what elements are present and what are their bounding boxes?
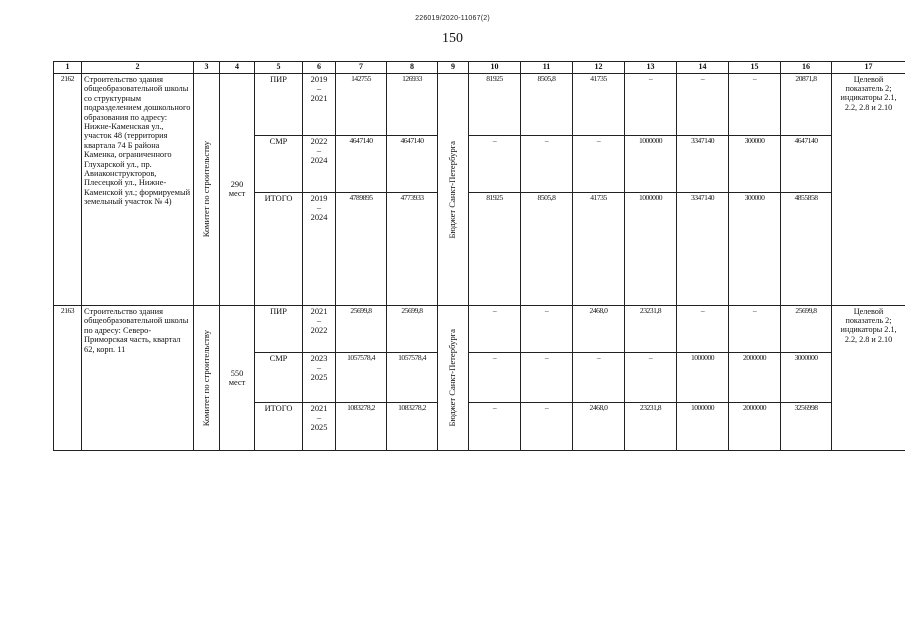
col-header: 17 [832,62,905,74]
period-cell [303,192,336,305]
cell-13: 23231,8 [625,305,677,352]
customer-cell [194,73,220,305]
target-indicator-note: Целевой показатель 2; индикаторы 2.1, 2.2, 2.8 и 2.10 [832,73,905,305]
period-start: 2021 [310,403,328,413]
cell-14: 3347140 [677,135,729,192]
budget-cell [438,305,469,450]
customer-label: Комитет по строительству [200,329,211,427]
row-id: 2162 [54,73,82,305]
capacity-cell: 290 мест [220,73,255,305]
period-cell [303,305,336,352]
col-header: 2 [82,62,194,74]
period-end: 2025 [310,422,328,432]
target-indicator-note: Целевой показатель 2; индикаторы 2.1, 2.2, 2.8 и 2.10 [832,305,905,450]
cell-15: 300000 [729,192,781,305]
cell-10: – [469,352,521,402]
period-start: 2019 [310,74,328,84]
col-header: 11 [521,62,573,74]
cell-7: 142755 [336,73,387,135]
page-number: 150 [442,31,463,46]
stage-type: ПИР [255,73,303,135]
cell-13: 1000000 [625,192,677,305]
budget-cell [438,73,469,305]
customer-label: Комитет по строительству [200,141,211,238]
col-header: 15 [729,62,781,74]
cell-10: – [469,402,521,450]
col-header: 14 [677,62,729,74]
period-cell [303,402,336,450]
col-header: 9 [438,62,469,74]
object-description: Строительство здания общеобразовательной школы со структурным подразделением дошкольного образования по адресу: Нижне-Каменская ул., участок 48 (территория квартала 74 Б района Каменка, ограниченного Глухарской ул., пр. Авиаконструкторов, Плесецкой ул., Нижне-Каменской ул.; формируемый земельный участок № 4) [82,73,194,305]
cell-11: – [521,305,573,352]
cell-8: 1057578,4 [387,352,438,402]
stage-type: ПИР [255,305,303,352]
cell-7: 4647140 [336,135,387,192]
col-header: 7 [336,62,387,74]
cell-15: – [729,73,781,135]
cell-14: 3347140 [677,192,729,305]
cell-15: 300000 [729,135,781,192]
col-header: 3 [194,62,220,74]
cell-13: 1000000 [625,135,677,192]
period-cell [303,73,336,135]
cell-14: 1000000 [677,352,729,402]
header-row [54,62,905,74]
cell-12: 41735 [573,192,625,305]
cell-14: – [677,73,729,135]
period-start: 2023 [310,353,328,363]
col-header: 12 [573,62,625,74]
row-id: 2163 [54,305,82,450]
stage-type: СМР [255,352,303,402]
cell-14: 1000000 [677,402,729,450]
col-header: 4 [220,62,255,74]
stage-type: ИТОГО [255,192,303,305]
cell-11: 8505,8 [521,192,573,305]
budget-label: Бюджет Санкт-Петербурга [447,329,458,427]
col-header: 13 [625,62,677,74]
period-dash: – [316,413,322,423]
period-cell [303,135,336,192]
cell-11: – [521,402,573,450]
cell-8: 25699,8 [387,305,438,352]
cell-16: 3000000 [781,352,832,402]
cell-8: 1083278,2 [387,402,438,450]
period-dash: – [316,146,322,156]
cell-13: 23231,8 [625,402,677,450]
cell-14: – [677,305,729,352]
period-end: 2024 [310,155,328,165]
cell-7: 1057578,4 [336,352,387,402]
object-description: Строительство здания общеобразовательной школы по адресу: Северо-Приморская часть, квартал 62, корп. 11 [82,305,194,450]
document-id: 226019/2020-11067(2) [415,15,490,22]
cell-8: 126933 [387,73,438,135]
cell-15: 2000000 [729,352,781,402]
period-start: 2022 [310,136,328,146]
col-header: 6 [303,62,336,74]
table-row [54,305,905,352]
cell-7: 1083278,2 [336,402,387,450]
cell-11: 8505,8 [521,73,573,135]
capacity-cell: 550 мест [220,305,255,450]
period-end: 2021 [310,93,328,103]
stage-type: СМР [255,135,303,192]
customer-cell [194,305,220,450]
period-end: 2025 [310,372,328,382]
period-start: 2019 [310,193,328,203]
cell-13: – [625,352,677,402]
cell-15: – [729,305,781,352]
cell-16: 25699,8 [781,305,832,352]
col-header: 8 [387,62,438,74]
period-dash: – [316,84,322,94]
col-header: 10 [469,62,521,74]
period-end: 2024 [310,212,328,222]
period-start: 2021 [310,306,328,316]
period-cell [303,352,336,402]
cell-11: – [521,352,573,402]
budget-table [53,61,905,451]
stage-type: ИТОГО [255,402,303,450]
cell-12: 2468,0 [573,305,625,352]
cell-8: 4773933 [387,192,438,305]
cell-12: – [573,352,625,402]
budget-label: Бюджет Санкт-Петербурга [447,140,458,239]
col-header: 5 [255,62,303,74]
cell-8: 4647140 [387,135,438,192]
period-dash: – [316,203,322,213]
cell-15: 2000000 [729,402,781,450]
col-header: 16 [781,62,832,74]
cell-16: 4647140 [781,135,832,192]
cell-16: 3256998 [781,402,832,450]
cell-11: – [521,135,573,192]
cell-7: 25699,8 [336,305,387,352]
cell-12: – [573,135,625,192]
cell-10: 81925 [469,73,521,135]
cell-16: 4855858 [781,192,832,305]
cell-10: – [469,305,521,352]
cell-10: – [469,135,521,192]
period-dash: – [316,316,322,326]
cell-13: – [625,73,677,135]
col-header: 1 [54,62,82,74]
cell-10: 81925 [469,192,521,305]
cell-7: 4789895 [336,192,387,305]
cell-16: 20871,8 [781,73,832,135]
period-dash: – [316,363,322,373]
cell-12: 2468,0 [573,402,625,450]
table-row [54,73,905,135]
cell-12: 41735 [573,73,625,135]
period-end: 2022 [310,325,328,335]
